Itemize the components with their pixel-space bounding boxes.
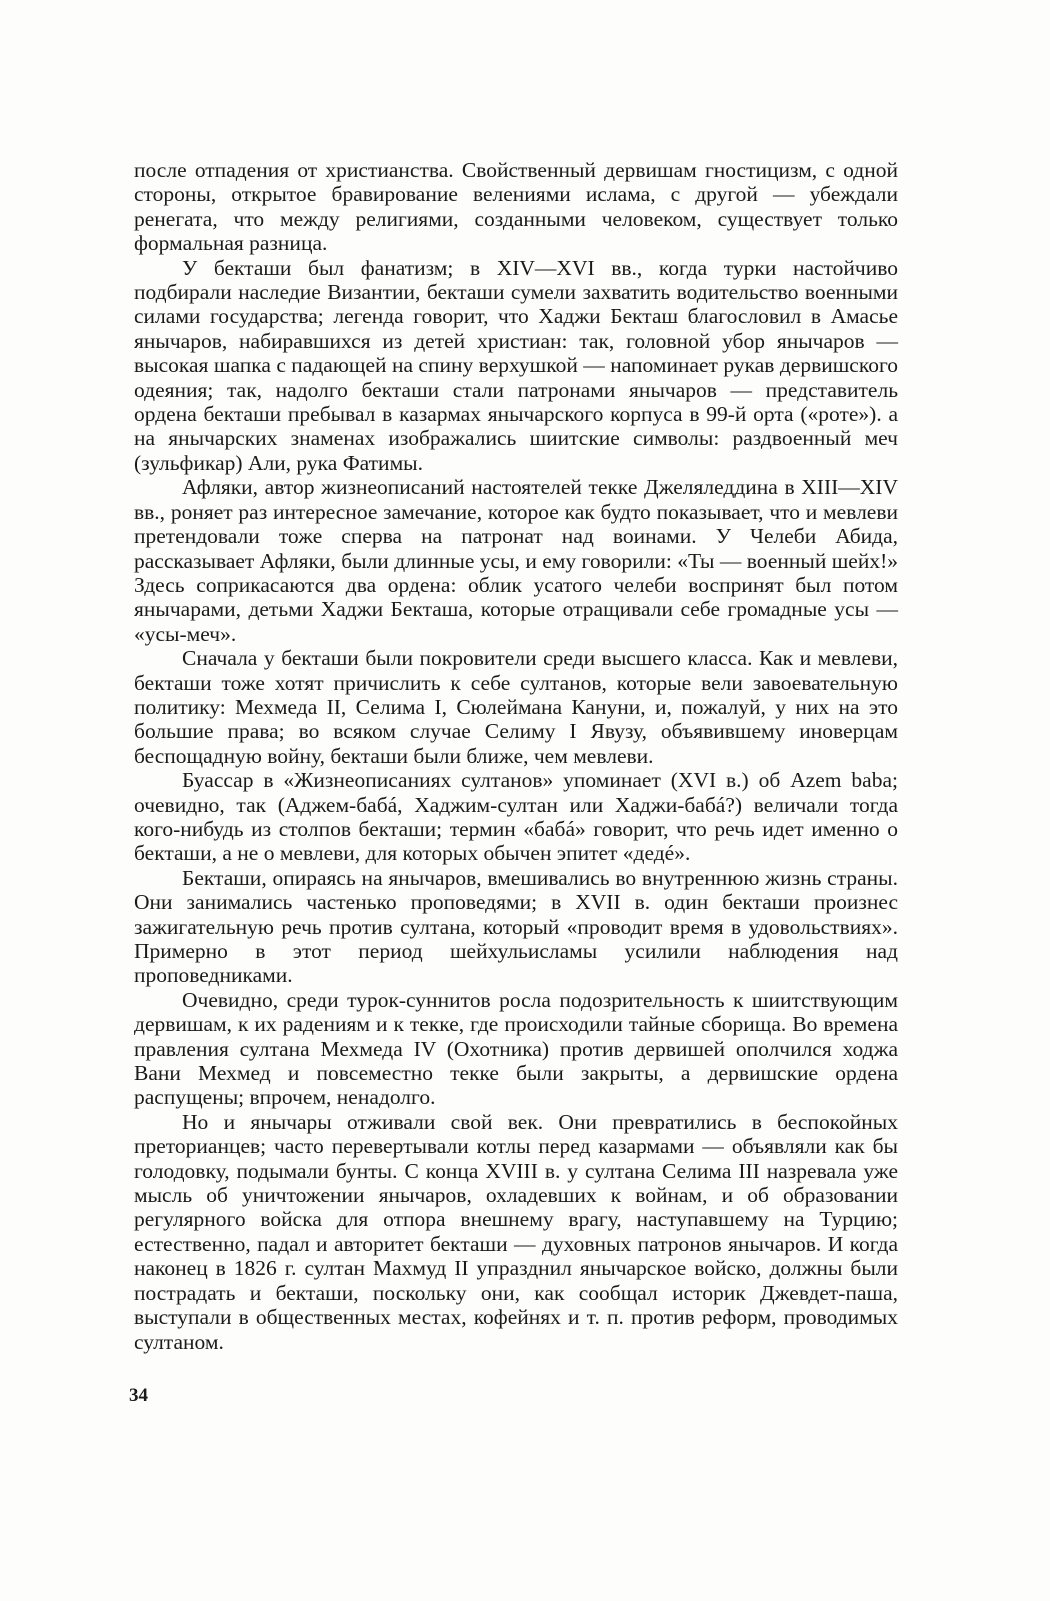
paragraph-janissaries-decline: Но и янычары отживали свой век. Они превратились в беспокойных преторианцев; часто перевертывали котлы перед казармами — объявляли как бы голодовку, подымали бунты. С конца XVIII в. у султана Селима III назревала уже мысль об уничтожении янычаров, охладевших к войнам, и об образовании регулярного войска для отпора внешнему врагу, наступавшему на Турцию; естественно, падал и авторитет бекташи — духовных патронов янычаров. И когда наконец в 1826 г. султан Махмуд II упразднил янычарское войско, должны были пострадать и бекташи, поскольку они, как сообщал историк Джевдет-паша, выступали в общественных местах, кофейнях и т. п. против реформ, проводимых султаном. (134, 1109, 898, 1354)
paragraph-bektashi-fanaticism: У бекташи был фанатизм; в XIV—XVI вв., когда турки настойчиво подбирали наследие Византии, бекташи сумели захватить водительство военными силами государства; легенда говорит, что Хаджи Бекташ благословил в Амасье янычаров, набиравшихся из детей христиан: так, головной убор янычаров — высокая шапка с падающей на спину верхушкой — напоминает рукав дервишского одеяния; так, надолго бекташи стали патронами янычаров — представитель ордена бекташи пребывал в казармах янычарского корпуса в 99-й орта («роте»). а на янычарских знаменах изображались шиитские символы: раздвоенный меч (зульфикар) Али, рука Фатимы. (134, 255, 898, 475)
page-number: 34 (129, 1385, 148, 1406)
paragraph-boissard: Буассар в «Жизнеописаниях султанов» упоминает (XVI в.) об Azem baba; очевидно, так (Аджем-бaбá, Хаджим-султан или Хаджи-бабá?) величали тогда кого-нибудь из столпов бекташи; термин «бабá» говорит, что речь идет именно о бекташи, а не о мевлеви, для которых обычен эпитет «дедé». (134, 768, 898, 866)
paragraph-suspicion: Очевидно, среди турок-суннитов росла подозрительность к шиитствующим дервишам, к их радениям и к текке, где происходили тайные сборища. Во времена правления султана Мехмеда IV (Охотника) против дервишей ополчился ходжа Вани Мехмед и повсеместно текке были закрыты, а дервишские ордена распущены; впрочем, ненадолго. (134, 987, 898, 1110)
body-text (134, 158, 898, 1354)
paragraph-preaching: Бекташи, опираясь на янычаров, вмешивались во внутреннюю жизнь страны. Они занимались частенько проповедями; в XVII в. один бекташи произнес зажигательную речь против султана, который «проводит время в удовольствиях». Примерно в этот период шейхульисламы усилили наблюдения над проповедниками. (134, 865, 898, 988)
paragraph-aflaki: Афляки, автор жизнеописаний настоятелей текке Джеляледдина в XIII—XIV вв., роняет раз интересное замечание, которое как будто показывает, что и мевлеви претендовали тоже сперва на патронат над воинами. У Челеби Абида, рассказывает Афляки, были длинные усы, и ему говорили: «Ты — военный шейх!» Здесь соприкасаются два ордена: облик усатого челеби воспринят был потом янычарами, детьми Хаджи Бекташа, которые отращивали себе громадные усы — «усы-меч». (134, 475, 898, 646)
paragraph-continued: после отпадения от христианства. Свойственный дервишам гностицизм, с одной стороны, открытое бравирование велениями ислама, с другой — убеждали ренегата, что между религиями, созданными человеком, существует только формальная разница. (134, 158, 898, 256)
paragraph-patrons: Сначала у бекташи были покровители среди высшего класса. Как и мевлеви, бекташи тоже хотят причислить к себе султанов, которые вели завоевательную политику: Мехмеда II, Селима I, Сюлеймана Кануни, и, пожалуй, у них на это большие права; во всяком случае Селиму I Явузу, объявившему иноверцам беспощадную войну, бекташи были ближе, чем мевлеви. (134, 646, 898, 768)
